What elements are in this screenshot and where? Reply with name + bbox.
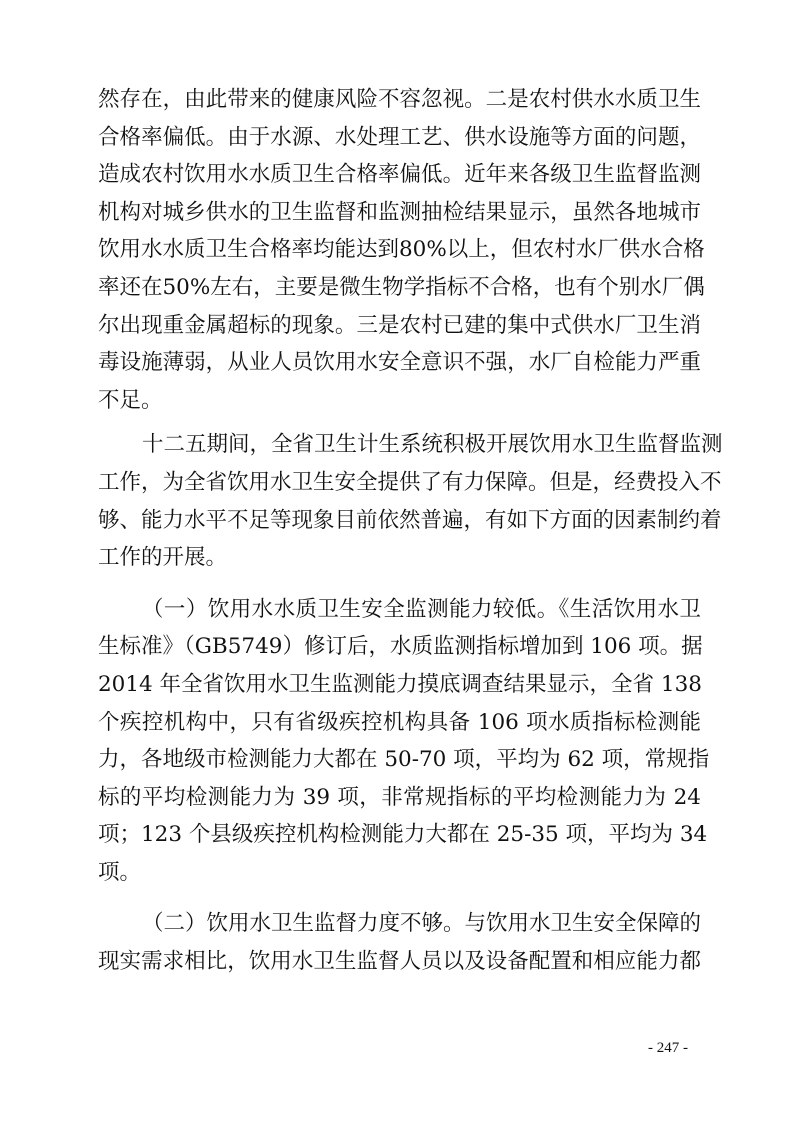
page-number: - 247 - (648, 1040, 688, 1056)
text-line: 尔出现重金属超标的现象。三是农村已建的集中式供水厂卫生消 (98, 312, 701, 338)
text-line: 率还在50%左右，主要是微生物学指标不合格，也有个别水厂偶 (98, 274, 705, 300)
text-line: 够、能力水平不足等现象目前依然普遍，有如下方面的因素制约着 (98, 507, 722, 533)
text-line: 力，各地级市检测能力大都在 50-70 项，平均为 62 项，常规指 (98, 747, 710, 773)
text-line: （一）饮用水水质卫生安全监测能力较低。《生活饮用水卫 (142, 596, 701, 622)
text-line: 毒设施薄弱，从业人员饮用水安全意识不强，水厂自检能力严重 (98, 350, 701, 376)
paragraph (98, 81, 705, 419)
text-line: 工作的开展。 (98, 545, 228, 571)
document-body (98, 81, 723, 981)
text-line: 个疾控机构中，只有省级疾控机构具备 106 项水质指标检测能 (98, 709, 701, 735)
paragraph (98, 426, 723, 576)
text-line: 十二五期间，全省卫生计生系统积极开展饮用水卫生监督监测 (142, 432, 723, 458)
text-line: 饮用水水质卫生合格率均能达到80%以上，但农村水厂供水合格 (98, 237, 705, 263)
text-line: 项；123 个县级疾控机构检测能力大都在 25-35 项，平均为 34 (98, 822, 708, 848)
text-line: 不足。 (98, 387, 163, 413)
text-line: （二）饮用水卫生监督力度不够。与饮用水卫生安全保障的 (142, 911, 702, 937)
text-line: 标的平均检测能力为 39 项，非常规指标的平均检测能力为 24 (98, 784, 701, 810)
text-line: 生标准》（GB5749）修订后，水质监测指标增加到 106 项。据 (98, 634, 703, 660)
text-line: 工作，为全省饮用水卫生安全提供了有力保障。但是，经费投入不 (98, 469, 722, 495)
text-line: 2014 年全省饮用水卫生监测能力摸底调查结果显示，全省 138 (98, 671, 702, 697)
paragraph (98, 591, 710, 892)
text-line: 造成农村饮用水水质卫生合格率偏低。近年来各级卫生监督监测 (98, 162, 701, 188)
text-line: 然存在，由此带来的健康风险不容忽视。二是农村供水水质卫生 (98, 87, 701, 112)
paragraph (98, 905, 701, 980)
text-line: 机构对城乡供水的卫生监督和监测抽检结果显示，虽然各地城市 (98, 199, 701, 225)
text-line: 项。 (98, 859, 142, 885)
text-line: 现实需求相比，饮用水卫生监督人员以及设备配置和相应能力都 (98, 949, 701, 975)
text-line: 合格率偏低。由于水源、水处理工艺、供水设施等方面的问题， (98, 124, 701, 150)
